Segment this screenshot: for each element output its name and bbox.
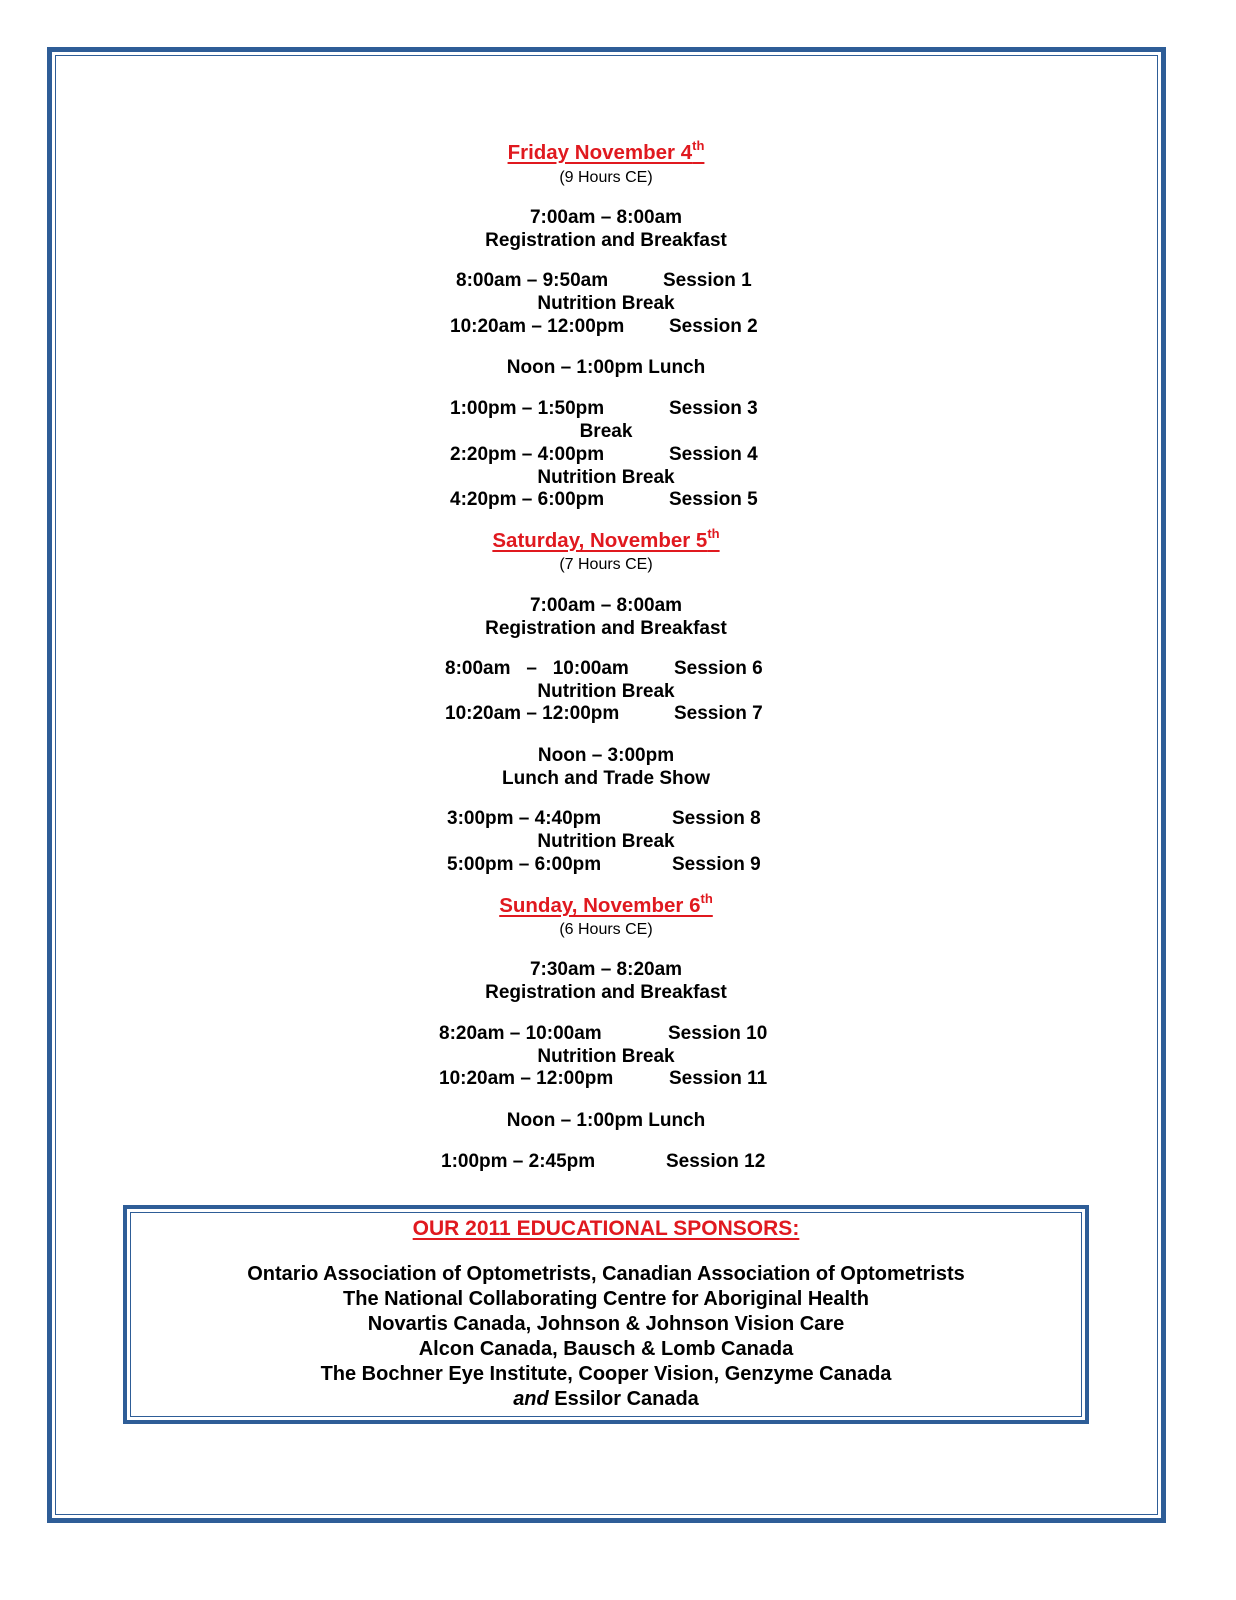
session-time: 10:20am – 12:00pm — [439, 1068, 614, 1089]
break-label: Nutrition Break — [537, 1046, 675, 1067]
session-time: 1:00pm – 1:50pm — [450, 398, 605, 419]
break-label: Nutrition Break — [537, 681, 675, 702]
session-label: Session 11 — [669, 1068, 768, 1089]
day-heading-saturday: Saturday, November 5th — [492, 526, 720, 552]
breakfast-label: Registration and Breakfast — [485, 982, 727, 1003]
session-label: Session 8 — [672, 808, 761, 829]
sponsor-line: The National Collaborating Centre for Aboriginal Health — [343, 1288, 869, 1310]
session-label: Session 10 — [668, 1023, 768, 1044]
sponsor-line: The Bochner Eye Institute, Cooper Vision, Genzyme Canada — [320, 1363, 892, 1385]
session-label: Session 3 — [669, 398, 758, 419]
lunch-label: Lunch and Trade Show — [502, 768, 710, 789]
session-time: 5:00pm – 6:00pm — [447, 854, 602, 875]
day-hours-saturday: (7 Hours CE) — [559, 556, 653, 573]
session-time: 10:20am – 12:00pm — [445, 703, 620, 724]
session-time: 2:20pm – 4:00pm — [450, 444, 605, 465]
session-label: Session 9 — [672, 854, 761, 875]
session-time: 8:00am – 10:00am — [445, 658, 629, 679]
session-time: 4:20pm – 6:00pm — [450, 489, 605, 510]
session-label: Session 2 — [669, 316, 758, 337]
break-label: Nutrition Break — [537, 831, 675, 852]
day-hours-friday: (9 Hours CE) — [559, 169, 653, 186]
break-label: Nutrition Break — [537, 293, 675, 314]
sponsor-line: Novartis Canada, Johnson & Johnson Vision Care — [367, 1313, 845, 1335]
sponsors-title: OUR 2011 EDUCATIONAL SPONSORS: — [412, 1217, 800, 1240]
session-time: 3:00pm – 4:40pm — [447, 808, 602, 829]
session-label: Session 12 — [666, 1151, 766, 1172]
session-label: Session 7 — [674, 703, 763, 724]
session-label: Session 6 — [674, 658, 763, 679]
sponsor-line-last: and Essilor Canada — [513, 1388, 699, 1410]
lunch-time: Noon – 3:00pm — [537, 745, 675, 766]
break-label: Break — [579, 421, 633, 442]
day-heading-friday: Friday November 4th — [507, 138, 705, 164]
sponsor-line: Alcon Canada, Bausch & Lomb Canada — [418, 1338, 794, 1360]
breakfast-time: 7:00am – 8:00am — [529, 207, 683, 228]
break-label: Nutrition Break — [537, 467, 675, 488]
breakfast-time: 7:00am – 8:00am — [529, 595, 683, 616]
session-time: 8:00am – 9:50am — [456, 270, 609, 291]
breakfast-label: Registration and Breakfast — [485, 618, 727, 639]
session-time: 8:20am – 10:00am — [439, 1023, 602, 1044]
lunch-label: Noon – 1:00pm Lunch — [506, 1110, 706, 1131]
lunch-label: Noon – 1:00pm Lunch — [506, 357, 706, 378]
session-label: Session 5 — [669, 489, 758, 510]
session-time: 10:20am – 12:00pm — [450, 316, 625, 337]
breakfast-time: 7:30am – 8:20am — [529, 959, 683, 980]
sponsor-line: Ontario Association of Optometrists, Canadian Association of Optometrists — [247, 1263, 965, 1285]
day-hours-sunday: (6 Hours CE) — [559, 921, 653, 938]
breakfast-label: Registration and Breakfast — [485, 230, 727, 251]
session-time: 1:00pm – 2:45pm — [441, 1151, 596, 1172]
day-heading-sunday: Sunday, November 6th — [499, 891, 713, 917]
session-label: Session 1 — [663, 270, 752, 291]
session-label: Session 4 — [669, 444, 758, 465]
